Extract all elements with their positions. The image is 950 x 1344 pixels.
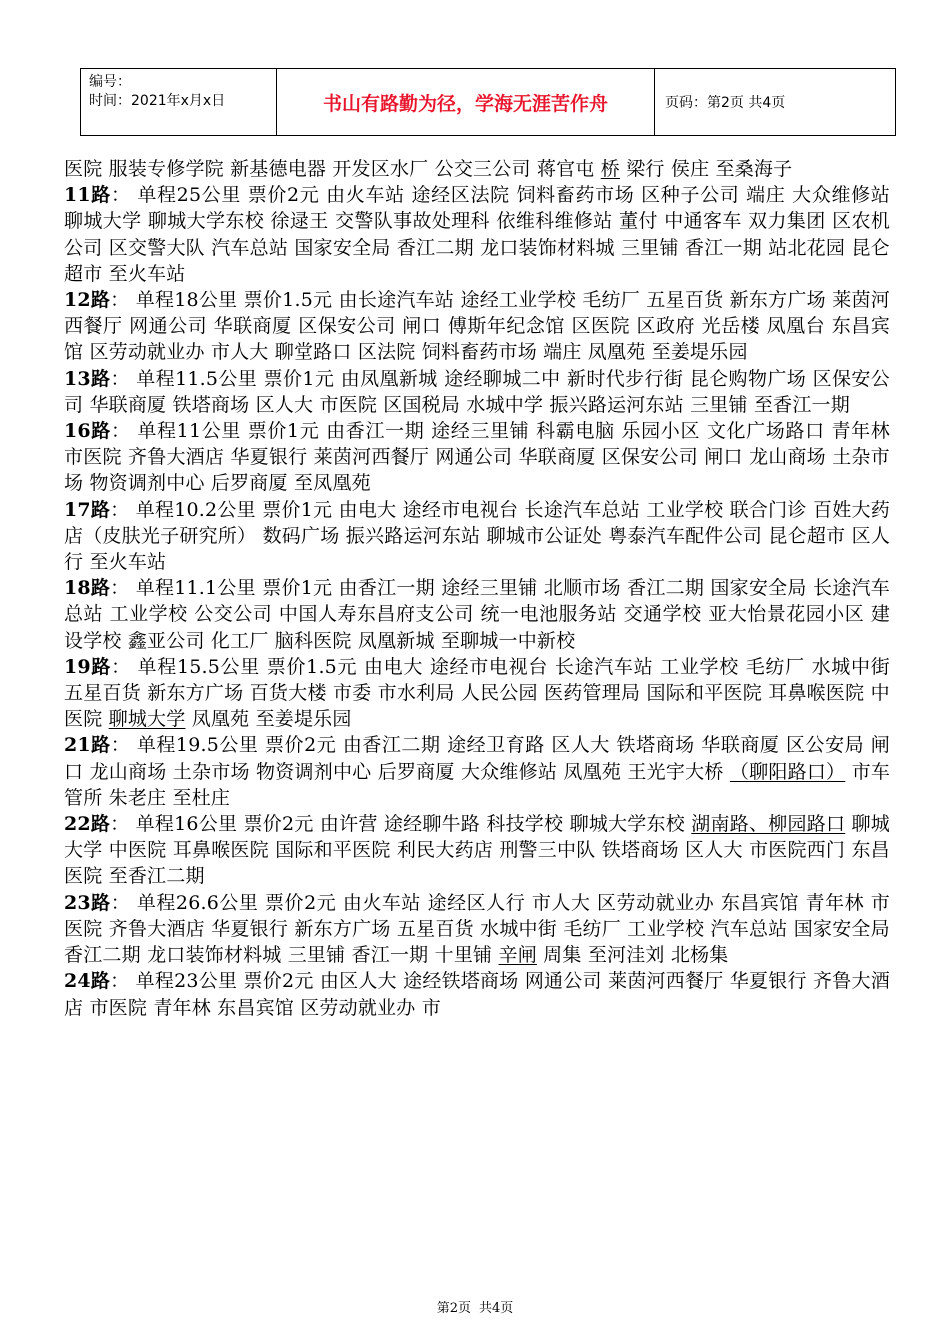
route-stop: 昆仑购物广场 xyxy=(689,367,807,390)
route-stop: 青年林 xyxy=(153,996,211,1019)
route-stop: 途经铁塔商场 xyxy=(403,970,519,993)
route-stop: 中医院 xyxy=(108,839,167,862)
route-stop: 梁行 xyxy=(626,158,665,180)
route-stop: 市医院 xyxy=(89,996,148,1019)
route-stop: 桥 xyxy=(600,158,620,180)
route-stop: 东昌宾馆 xyxy=(720,891,799,914)
route-stop: 由香江二期 xyxy=(342,734,441,757)
route-stop: 区法院 xyxy=(357,341,416,364)
route-stop: 闸口 xyxy=(64,734,890,783)
route-stop: 由凤凰新城 xyxy=(340,367,438,390)
route-stop: 交通学校 xyxy=(623,603,702,626)
route-stop: 聊城大学 xyxy=(64,813,890,862)
route-stop: 单程11公里 xyxy=(137,420,242,443)
route-stop: 周集 xyxy=(543,944,582,967)
route-stop: 单程15.5公里 xyxy=(137,655,260,678)
route-entry xyxy=(64,890,890,969)
route-stop: 凤凰苑 xyxy=(563,760,622,783)
route-stop: 亚大怡景花园小区 xyxy=(708,603,865,626)
route-stop: 振兴路运河东站 xyxy=(549,393,684,416)
route-stop: 华联商厦 xyxy=(213,315,292,338)
route-stop: 市医院 xyxy=(64,446,122,469)
route-stop: 科技学校 xyxy=(486,813,564,836)
route-stop: 莱茵河西餐厅 xyxy=(608,970,724,993)
route-stop: 物资调剂中心 xyxy=(89,472,205,495)
route-stop: 华联商厦 xyxy=(518,446,596,469)
route-stop: 聊城大学 xyxy=(108,708,186,731)
route-stop: 新东方广场 xyxy=(147,682,244,705)
route-stop: 人民公园 xyxy=(460,682,538,705)
route-stop: 董付 xyxy=(619,210,658,233)
route-entry xyxy=(64,497,890,576)
route-stop: 工业学校 xyxy=(646,498,724,521)
route-stop: 耳鼻喉医院 xyxy=(172,839,269,862)
route-stop: 中通客车 xyxy=(664,210,742,233)
route-separator: ： xyxy=(110,970,130,993)
route-stop: 徐逯王 xyxy=(270,210,329,233)
route-stop: 由香江一期 xyxy=(326,420,425,443)
route-stop: 由火车站 xyxy=(342,891,421,914)
route-stop: 十里铺 xyxy=(434,944,493,967)
route-stop: 三里铺 xyxy=(690,393,748,416)
route-stop: 站北花园 xyxy=(768,236,846,259)
route-stop: 北顺市场 xyxy=(543,577,621,600)
route-stop: 至香江一期 xyxy=(753,393,850,416)
route-stop: 单程18公里 xyxy=(135,289,238,312)
route-stop: 国家安全局 xyxy=(294,236,391,259)
route-stop: 后罗商厦 xyxy=(210,472,288,495)
route-stop: 土杂市场 xyxy=(172,760,250,783)
route-stop: 票价2元 xyxy=(243,813,314,836)
route-stop: 至杜庄 xyxy=(172,786,231,809)
route-stop: 化工厂 xyxy=(210,629,269,652)
route-stop: 途经市电视台 xyxy=(429,655,549,678)
route-stop: 聊堂路口 xyxy=(274,341,352,364)
route-stop: 市医院 xyxy=(319,393,378,416)
route-stop: 大众维修站 xyxy=(460,760,558,783)
route-stop: 至河洼刘 xyxy=(587,944,665,967)
route-stop: 区政府 xyxy=(636,315,696,338)
route-stop: 网通公司 xyxy=(524,970,602,993)
route-stop: 饲料畜药市场 xyxy=(421,341,537,364)
route-stop: 龙山商场 xyxy=(89,760,167,783)
route-stop: 区交警大队 xyxy=(108,236,205,259)
route-stop: 乐园小区 xyxy=(621,420,701,443)
route-stop: 铁塔商场 xyxy=(601,839,679,862)
route-stop: 开发区水厂 xyxy=(332,158,429,180)
route-number: 18路 xyxy=(64,577,111,600)
route-stop: 科霸电脑 xyxy=(536,420,615,443)
route-stop: 百姓大药店（皮肤光子研究所） xyxy=(64,498,890,547)
route-stop: （聊阳路口） xyxy=(729,760,846,783)
route-stop: 票价1元 xyxy=(263,367,335,390)
route-stop: 光岳楼 xyxy=(701,315,761,338)
route-stop: 途经聊城二中 xyxy=(444,367,561,390)
route-stop: 至姜堤乐园 xyxy=(651,341,748,364)
route-stop: 毛纺厂 xyxy=(563,917,622,940)
route-stop: 中医院 xyxy=(64,682,890,731)
route-stop: 齐鲁大酒店 xyxy=(64,970,890,1019)
route-stop: 区劳动就业办 xyxy=(597,891,715,914)
route-stop: 票价2元 xyxy=(247,184,320,207)
route-separator: ： xyxy=(110,498,130,521)
route-stop: 途经市电视台 xyxy=(402,498,519,521)
route-stop: 百货大楼 xyxy=(249,682,327,705)
route-stop: 水城中街 xyxy=(811,655,890,678)
route-stop: 区保安公司 xyxy=(64,367,890,416)
route-stop: 由香江一期 xyxy=(338,577,435,600)
route-stop: 利民大药店 xyxy=(396,839,494,862)
route-stop: 至香江二期 xyxy=(108,865,205,888)
route-stop: 龙山商场 xyxy=(748,446,826,469)
route-separator: ： xyxy=(110,734,131,757)
route-stop: 聊城大学东校 xyxy=(147,210,265,233)
route-stop: 汽车总站 xyxy=(211,236,289,259)
route-stop: 三里铺 xyxy=(287,944,346,967)
route-stop: 区农机公司 xyxy=(64,210,891,259)
route-stop: 大众维修站 xyxy=(792,184,890,207)
route-stop: 区种子公司 xyxy=(641,184,740,207)
route-stop: 区公安局 xyxy=(786,734,865,757)
route-stop: 市委 xyxy=(332,682,372,705)
route-stop: 市医院西门 xyxy=(748,839,846,862)
route-stop: 单程26.6公里 xyxy=(136,891,259,914)
route-stop: 单程11.1公里 xyxy=(135,577,256,600)
route-stop: 单程11.5公里 xyxy=(136,367,258,390)
route-stop: 华联商厦 xyxy=(701,734,780,757)
route-stop: 票价1元 xyxy=(262,498,333,521)
route-stop: 凤凰台 xyxy=(766,315,826,338)
route-entry xyxy=(64,418,890,497)
route-number: 13路 xyxy=(64,367,111,390)
route-stop: 市 xyxy=(421,996,441,1019)
route-stop: 由火车站 xyxy=(326,184,405,207)
route-stop: 至姜堤乐园 xyxy=(255,708,352,731)
route-stop: 香江一期 xyxy=(351,944,429,967)
route-stop: 依维科维修站 xyxy=(496,210,613,233)
route-stop: 铁塔商场 xyxy=(172,393,250,416)
route-stop: 三里铺 xyxy=(621,236,679,259)
route-stop: 毛纺厂 xyxy=(745,655,805,678)
route-stop: 市车管所 xyxy=(64,760,891,809)
route-entry xyxy=(64,182,890,287)
route-stop: 齐鲁大酒店 xyxy=(127,446,225,469)
route-stop: 统一电池服务站 xyxy=(480,603,618,626)
route-stop: 区劳动就业办 xyxy=(300,996,416,1019)
route-stop: 区人大 xyxy=(255,393,314,416)
route-stop: 王光宇大桥 xyxy=(627,760,724,783)
route-stop: 至桑海子 xyxy=(715,158,793,180)
route-stop: 交警队事故处理科 xyxy=(335,210,491,233)
route-stop: 市医院 xyxy=(64,891,890,940)
route-stop: 耳鼻喉医院 xyxy=(768,682,865,705)
route-stop: 凤凰新城 xyxy=(357,629,435,652)
route-number: 23路 xyxy=(64,891,111,914)
route-stop: 中国人寿东昌府支公司 xyxy=(278,603,474,626)
route-stop: 医药管理局 xyxy=(544,682,641,705)
route-stop: 区保安公司 xyxy=(601,446,698,469)
route-stop: 医院 xyxy=(64,158,103,180)
route-stop: 莱茵河西餐厅 xyxy=(64,289,890,338)
header-info xyxy=(81,69,277,135)
route-number: 22路 xyxy=(64,813,111,836)
document-date-label: 时间：2021年x月x日 xyxy=(89,93,226,109)
route-stop: 票价1元 xyxy=(247,420,320,443)
route-stop: 毛纺厂 xyxy=(582,289,641,312)
route-stop: 铁塔商场 xyxy=(616,734,695,757)
route-entry xyxy=(64,968,890,1020)
route-stop: 闸口 xyxy=(402,315,442,338)
route-stop: 途经三里铺 xyxy=(431,420,530,443)
route-separator: ： xyxy=(110,367,130,390)
route-number: 17路 xyxy=(64,498,111,521)
route-stop: 水城中街 xyxy=(480,917,558,940)
route-stop: 物资调剂中心 xyxy=(256,760,372,783)
route-stop: 端庄 xyxy=(543,341,582,364)
route-stop: 区医院 xyxy=(571,315,630,338)
route-stop: 聊城大学东校 xyxy=(569,813,686,836)
route-stop: 鑫亚公司 xyxy=(127,629,205,652)
route-stop: 齐鲁大酒店 xyxy=(108,917,205,940)
footer-total: 共4页 xyxy=(479,1301,514,1316)
route-stop: 龙口装饰材料城 xyxy=(480,236,615,259)
route-stop: 东昌宾馆 xyxy=(217,996,294,1019)
route-stop: 单程19.5公里 xyxy=(136,734,259,757)
route-number: 11路 xyxy=(64,184,111,207)
header-page-number: 页码：第2页 共4页 xyxy=(665,95,786,111)
route-stop: 数码广场 xyxy=(262,524,340,547)
route-stop: 途经三里铺 xyxy=(441,577,538,600)
route-continuation xyxy=(64,156,890,182)
page-footer xyxy=(0,1297,950,1316)
route-stop: 五星百货 xyxy=(396,917,474,940)
route-stop: 侯庄 xyxy=(670,158,710,180)
route-stop: 单程25公里 xyxy=(137,184,242,207)
route-stop: 香江一期 xyxy=(685,236,762,259)
route-stop: 北杨集 xyxy=(670,944,729,967)
route-stop: 网通公司 xyxy=(129,315,208,338)
route-stop: 五星百货 xyxy=(646,289,724,312)
route-stop: 新基德电器 xyxy=(230,158,327,180)
route-stop: 国际和平医院 xyxy=(646,682,762,705)
route-stop: 新东方广场 xyxy=(294,917,391,940)
route-stop: 国家安全局 xyxy=(710,577,807,600)
footer-page: 第2页 xyxy=(436,1301,471,1316)
route-stop: 香江二期 xyxy=(64,944,141,967)
route-stop: 长途汽车总站 xyxy=(524,498,641,521)
header-motto: 书山有路勤为径，学海无涯苦作舟 xyxy=(277,69,655,135)
route-stop: 香江二期 xyxy=(396,236,474,259)
route-stop: 工业学校 xyxy=(627,917,705,940)
route-stop: 脑科医院 xyxy=(274,629,352,652)
route-stop: 青年林 xyxy=(805,891,865,914)
route-stop: 途经区人行 xyxy=(427,891,526,914)
route-entry xyxy=(64,287,890,366)
route-stop: 五星百货 xyxy=(64,682,141,705)
route-stop: 公交公司 xyxy=(194,603,273,626)
bus-route-list xyxy=(64,156,890,1021)
route-separator: ： xyxy=(111,655,131,678)
route-stop: 昆仑超市 xyxy=(768,524,846,547)
route-separator: ： xyxy=(110,577,130,600)
route-stop: 区人行 xyxy=(64,524,891,574)
route-stop: 票价1.5元 xyxy=(243,289,333,312)
route-stop: 票价2元 xyxy=(265,734,337,757)
route-entry xyxy=(64,654,890,733)
route-stop: 华夏银行 xyxy=(211,917,289,940)
route-stop: 票价1元 xyxy=(262,577,333,600)
route-stop: 至凤凰苑 xyxy=(293,472,371,495)
route-stop: 闸口 xyxy=(704,446,743,469)
route-stop: 单程23公里 xyxy=(135,970,238,993)
route-stop: 票价1.5元 xyxy=(266,655,358,678)
route-stop: 工业学校 xyxy=(660,655,739,678)
route-stop: 区劳动就业办 xyxy=(89,341,205,364)
route-stop: 振兴路运河东站 xyxy=(345,524,481,547)
route-stop: 土杂市场 xyxy=(64,446,890,495)
route-stop: 长途汽车总站 xyxy=(64,577,890,626)
route-stop: 华联商厦 xyxy=(89,393,167,416)
document-number-label: 编号： xyxy=(89,74,131,90)
route-stop: 湖南路、柳园路口 xyxy=(691,813,846,836)
route-stop: 区人大 xyxy=(551,734,610,757)
route-stop: 途经区法院 xyxy=(411,184,510,207)
route-stop: 服装专修学院 xyxy=(108,158,224,180)
route-stop: 双力集团 xyxy=(748,210,826,233)
route-stop: 区保安公司 xyxy=(298,315,396,338)
route-stop: 联合门诊 xyxy=(729,498,807,521)
route-stop: 途经工业学校 xyxy=(460,289,576,312)
route-stop: 端庄 xyxy=(746,184,786,207)
route-stop: 建设学校 xyxy=(64,603,891,652)
route-stop: 后罗商厦 xyxy=(377,760,455,783)
route-stop: 东昌医院 xyxy=(64,839,890,888)
route-stop: 聊城大学 xyxy=(64,210,142,233)
route-stop: 青年林 xyxy=(831,420,890,443)
route-stop: 东昌宾馆 xyxy=(64,315,890,364)
route-stop: 至火车站 xyxy=(108,262,186,285)
route-stop: 凤凰苑 xyxy=(587,341,646,364)
route-entry xyxy=(64,732,890,811)
route-stop: 市人大 xyxy=(210,341,269,364)
route-stop: 区人大 xyxy=(685,839,743,862)
route-stop: 刑警三中队 xyxy=(499,839,596,862)
route-separator: ： xyxy=(110,289,130,312)
route-stop: 至聊城一中新校 xyxy=(440,629,576,652)
route-stop: 市水利局 xyxy=(377,682,455,705)
route-number: 12路 xyxy=(64,289,111,312)
route-stop: 公交三公司 xyxy=(434,158,531,180)
route-stop: 傅斯年纪念馆 xyxy=(447,315,565,338)
route-stop: 由长途汽车站 xyxy=(338,289,455,312)
route-separator: ： xyxy=(110,891,131,914)
route-entry xyxy=(64,811,890,890)
route-stop: 长途汽车站 xyxy=(554,655,654,678)
route-stop: 朱老庄 xyxy=(108,786,167,809)
route-stop: 香江二期 xyxy=(627,577,705,600)
route-separator: ： xyxy=(110,813,130,836)
route-stop: 辛闸 xyxy=(498,944,537,967)
route-stop: 新时代步行街 xyxy=(566,367,684,390)
route-stop: 昆仑超市 xyxy=(64,236,890,285)
route-stop: 文化广场路口 xyxy=(706,420,825,443)
routes-container xyxy=(64,182,890,1021)
page-header xyxy=(80,68,896,136)
route-stop: 由电大 xyxy=(363,655,424,678)
route-stop: 水城中学 xyxy=(466,393,544,416)
route-stop: 由区人大 xyxy=(319,970,397,993)
route-stop: 单程16公里 xyxy=(135,813,238,836)
route-stop: 票价2元 xyxy=(265,891,337,914)
route-stop: 工业学校 xyxy=(109,603,188,626)
route-separator: ： xyxy=(110,184,131,207)
route-stop: 至火车站 xyxy=(89,551,167,574)
route-stop: 网通公司 xyxy=(435,446,513,469)
route-number: 24路 xyxy=(64,970,111,993)
route-stop: 途经卫育路 xyxy=(447,734,545,757)
route-entry xyxy=(64,366,890,418)
route-stop: 凤凰苑 xyxy=(191,708,250,731)
route-stop: 由电大 xyxy=(338,498,397,521)
route-stop: 国际和平医院 xyxy=(275,839,391,862)
route-stop: 蒋官屯 xyxy=(536,158,595,180)
route-stop: 票价2元 xyxy=(243,970,314,993)
route-stop: 由许营 xyxy=(319,813,378,836)
route-stop: 聊城市公证处 xyxy=(486,524,603,547)
route-number: 16路 xyxy=(64,420,111,443)
route-stop: 莱茵河西餐厅 xyxy=(313,446,430,469)
route-stop: 市人大 xyxy=(531,891,591,914)
route-stop: 华夏银行 xyxy=(230,446,308,469)
route-stop: 汽车总站 xyxy=(710,917,788,940)
route-number: 21路 xyxy=(64,734,111,757)
route-stop: 单程10.2公里 xyxy=(135,498,256,521)
route-entry xyxy=(64,575,890,654)
route-stop: 粤泰汽车配件公司 xyxy=(608,524,763,547)
route-number: 19路 xyxy=(64,655,112,678)
route-stop: 国家安全局 xyxy=(793,917,890,940)
route-stop: 华夏银行 xyxy=(729,970,807,993)
route-separator: ： xyxy=(110,420,131,443)
route-stop: 龙口装饰材料城 xyxy=(147,944,282,967)
route-stop: 新东方广场 xyxy=(729,289,826,312)
route-stop: 区国税局 xyxy=(383,393,461,416)
route-stop: 途经聊牛路 xyxy=(383,813,481,836)
route-stop: 饲料畜药市场 xyxy=(516,184,635,207)
